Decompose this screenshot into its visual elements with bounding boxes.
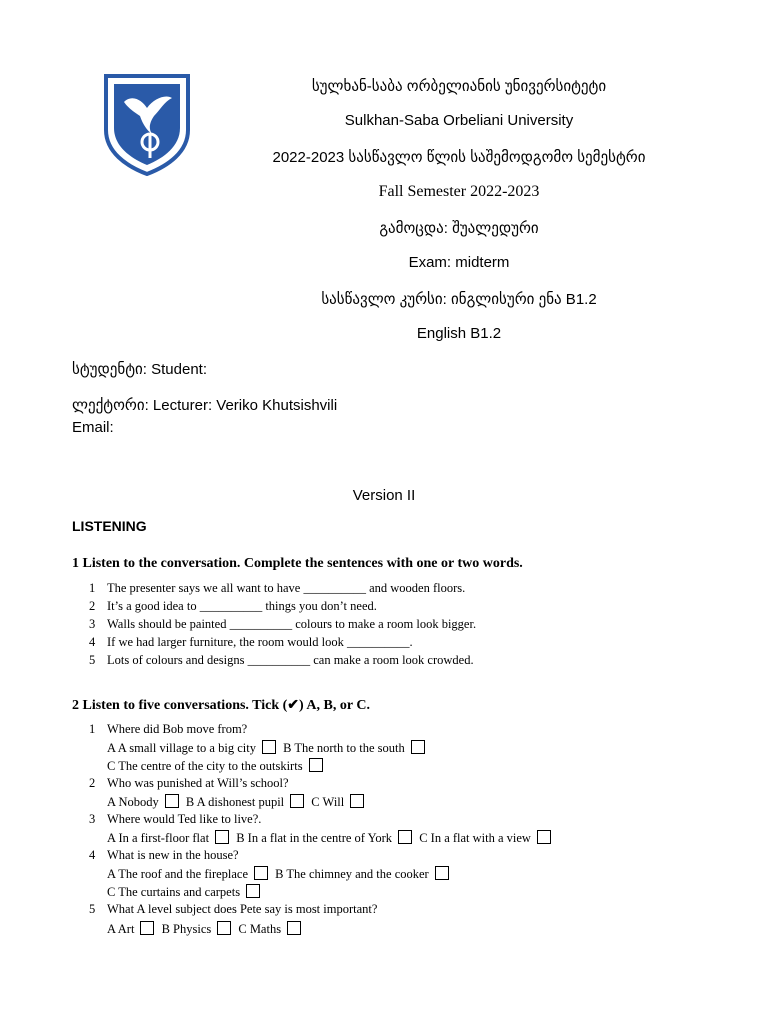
q2-options-row [107, 866, 453, 882]
checkbox-a[interactable] [165, 794, 179, 808]
checkbox-c[interactable] [309, 758, 323, 772]
q2-options-row [107, 921, 305, 937]
option-a: A A small village to a big city [107, 741, 256, 755]
q2-question: 5 What A level subject does Pete say is most important? [89, 902, 378, 916]
q1-item: 1 The presenter says we all want to have __________ and wooden floors. [89, 581, 466, 595]
q2-question: 3 Where would Ted like to live?. [89, 812, 262, 826]
option-c: C In a flat with a view [419, 831, 531, 845]
option-a: A In a first-floor flat [107, 831, 210, 845]
course-ka: სასწავლო კურსი: ინგლისური ენა B1.2 [321, 291, 597, 308]
option-b: B The north to the south [283, 741, 405, 755]
checkbox-c[interactable] [287, 921, 301, 935]
option-a: A Art [107, 922, 135, 936]
checkbox-c[interactable] [350, 794, 364, 808]
q2-question: 2 Who was punished at Will’s school? [89, 776, 289, 790]
q1-item: 3 Walls should be painted __________ colours to make a room look bigger. [89, 617, 477, 631]
checkbox-b[interactable] [411, 740, 425, 754]
checkbox-a[interactable] [215, 830, 229, 844]
checkbox-a[interactable] [262, 740, 276, 754]
q2-question: 4 What is new in the house? [89, 848, 239, 862]
q2-title: 2 Listen to five conversations. Tick (✔) A, B, or C. [72, 698, 370, 713]
q2-options-row [107, 830, 555, 846]
section-heading: LISTENING [72, 518, 147, 534]
semester-ka: 2022-2023 სასწავლო წლის საშემოდგომო სემესტრი [272, 149, 646, 166]
q2-options-row [107, 794, 368, 810]
exam-ka: გამოცდა: შუალედური [379, 220, 539, 237]
checkbox-a[interactable] [254, 866, 268, 880]
option-b: B The chimney and the cooker [275, 867, 429, 881]
q1-item: 5 Lots of colours and designs __________ can make a room look crowded. [89, 653, 474, 667]
option-a: A The roof and the fireplace [107, 867, 249, 881]
q2-options-row [107, 740, 429, 756]
checkbox-c[interactable] [246, 884, 260, 898]
q2-question: 1 Where did Bob move from? [89, 722, 248, 736]
option-b: B Physics [161, 922, 212, 936]
checkbox-a[interactable] [140, 921, 154, 935]
q2-options-row [107, 758, 327, 774]
option-c: C Maths [238, 922, 282, 936]
lecturer-label: ლექტორი: Lecturer: Veriko Khutsishvili [72, 397, 338, 414]
option-b: B A dishonest pupil [185, 795, 285, 809]
option-c: C The centre of the city to the outskirts [107, 759, 303, 773]
q2-options-row [107, 884, 264, 900]
email-label: Email: [72, 419, 114, 436]
q1-item: 2 It’s a good idea to __________ things you don’t need. [89, 599, 377, 613]
course-en: English B1.2 [416, 325, 502, 342]
q1-item: 4 If we had larger furniture, the room would look __________. [89, 635, 413, 649]
university-name-en: Sulkhan-Saba Orbeliani University [344, 112, 574, 129]
checkbox-b[interactable] [398, 830, 412, 844]
q1-title: 1 Listen to the conversation. Complete the sentences with one or two words. [72, 556, 523, 571]
checkbox-b[interactable] [435, 866, 449, 880]
semester-en: Fall Semester 2022-2023 [378, 183, 540, 200]
checkbox-c[interactable] [537, 830, 551, 844]
student-label: სტუდენტი: Student: [72, 361, 207, 378]
checkbox-b[interactable] [217, 921, 231, 935]
option-c: C The curtains and carpets [107, 885, 241, 899]
exam-en: Exam: midterm [408, 254, 510, 271]
option-a: A Nobody [107, 795, 159, 809]
option-b: B In a flat in the centre of York [236, 831, 393, 845]
university-name-ka: სულხან-საბა ორბელიანის უნივერსიტეტი [311, 78, 607, 95]
version-label: Version II [352, 487, 416, 504]
option-c: C Will [311, 795, 345, 809]
checkbox-b[interactable] [290, 794, 304, 808]
